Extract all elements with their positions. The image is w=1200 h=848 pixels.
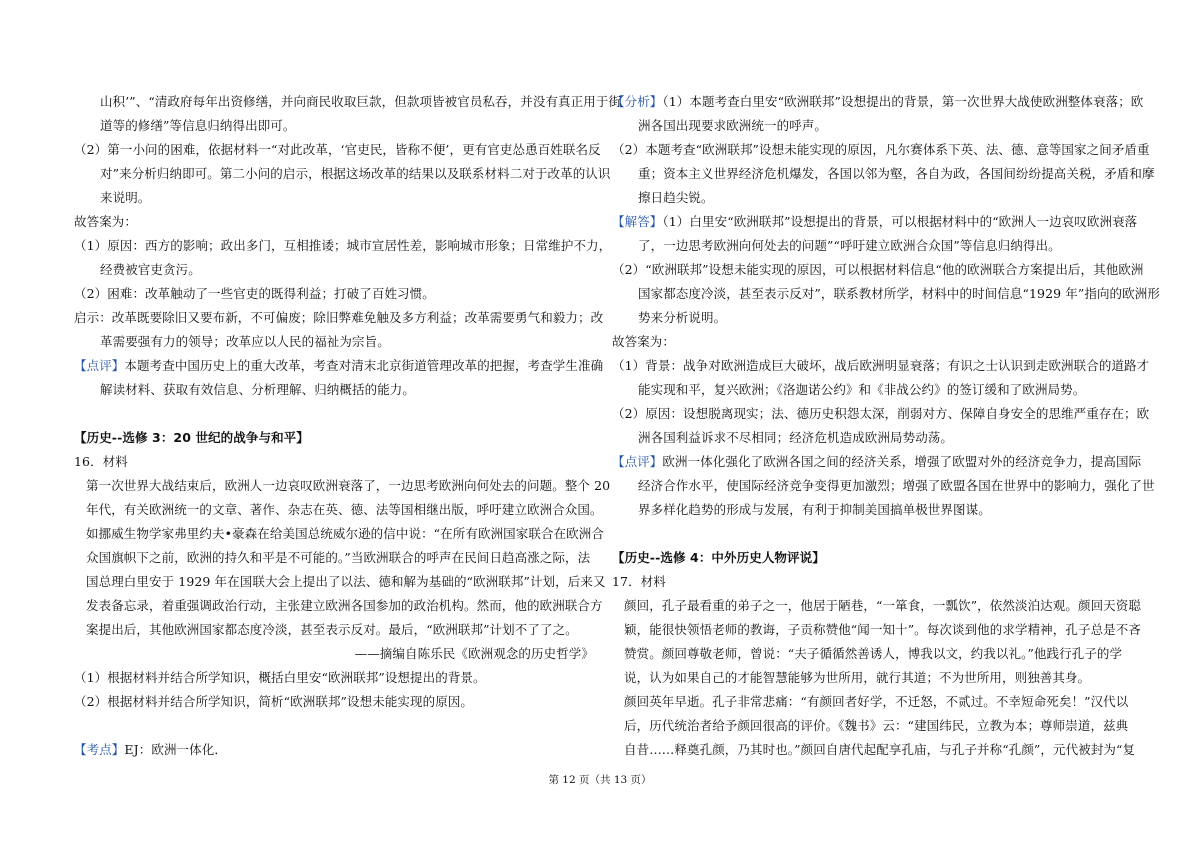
review-tag: 【点评】 [612,454,663,469]
review-tag: 【点评】 [74,358,125,373]
answer-tag: 【解答】 [612,214,663,229]
text-line: 洲各国利益诉求不尽相同；经济危机造成欧洲局势动荡。 [638,430,954,445]
text-line: 国总理白里安于 1929 年在国联大会上提出了以法、德和解为基础的“欧洲联邦”计划，后来又 [86,574,606,589]
text-line: 能实现和平，复兴欧洲；《洛迦诺公约》和《非战公约》的签订缓和了欧洲局势。 [638,382,1086,397]
review-line [74,354,603,378]
text-line: 解读材料、获取有效信息、分析理解、归纳概括的能力。 [100,382,416,397]
text-line: 经费被官吏贪污。 [100,262,201,277]
answer-text: （1）白里安“欧洲联邦”设想提出的背景，可以根据材料中的“欧洲人一边哀叹欧洲衰落 [662,214,1138,229]
review-text: 本题考查中国历史上的重大改革，考查对清末北京街道管理改革的把握，考查学生准确 [124,358,604,373]
text-line: （2）困难：改革触动了一些官吏的既得利益；打破了百姓习惯。 [74,286,435,301]
text-line: （1）原因：西方的影响；政出多门，互相推诿；城市宣居性差，影响城市形象；日常维护不力， [74,238,612,253]
text-line: 界多样化趋势的形成与发展，有利于抑制美国搞单极世界图谋。 [638,502,991,517]
text-line: 如挪威生物学家弗里约夫•豪森在给美国总统威尔逊的信中说：“在所有欧洲国家联合在欧洲合 [86,526,604,541]
text-line: 擦日趋尖锐。 [638,190,714,205]
text-line: 发表备忘录，着重强调政治行动，主张建立欧洲各国参加的政治机构。然而，他的欧洲联合方 [86,598,603,613]
knowledge-point-line [74,738,227,762]
review-line [612,450,1141,474]
text-line: 国家都态度冷淡，甚至表示反对”，联系教材所学，材料中的时间信息“1929 年”指向的欧洲形 [638,286,1160,301]
analysis-line [612,90,1143,114]
question-number: 17．材料 [612,574,666,589]
section-heading: 【历史--选修 4：中外历史人物评说】 [612,550,825,565]
text-line: （2）原因：设想脱离现实；法、德历史积怨太深，削弱对方、保障自身安全的思维严重存在；欧 [612,406,1150,421]
text-line: 了，一边思考欧洲向何处去的问题”“呼吁建立欧洲合众国”等信息归纳得出。 [638,238,1061,253]
text-line: 说，认为如果自己的才能智慧能够为世所用，就行其道；不为世所用，则独善其身。 [624,670,1091,685]
knowledge-point-text: EJ：欧洲一体化． [124,742,227,757]
text-line: 经济合作水平，使国际经济竞争变得更加激烈；增强了欧盟各国在世界中的影响力，强化了世 [638,478,1155,493]
sub-question: （2）根据材料并结合所学知识，简析“欧洲联邦”设想未能实现的原因。 [74,694,474,709]
section-heading: 【历史--选修 3：20 世纪的战争与和平】 [74,430,309,445]
text-line: 势来分析说明。 [638,310,727,325]
text-line: （1）背景：战争对欧洲造成巨大破坏，战后欧洲明显衰落；有识之士认识到走欧洲联合的道路才 [612,358,1150,373]
review-text: 欧洲一体化强化了欧洲各国之间的经济关系，增强了欧盟对外的经济竞争力，提高国际 [662,454,1142,469]
text-line: 颜回英年早逝。孔子非常悲痛：“有颜回者好学，不迁怒，不贰过。不幸短命死矣！”汉代以 [624,694,1129,709]
answer-line [612,210,1137,234]
text-line: 来说明。 [100,190,151,205]
text-line: 年代，有关欧洲统一的文章、著作、杂志在英、德、法等国相继出版，呼吁建立欧洲合众国。 [86,502,603,517]
text-line: 对”来分析归纳即可。第二小问的启示，根据这场改革的结果以及联系材料二对于改革的认识 [100,166,611,181]
text-line: 故答案为： [612,334,676,349]
text-line: 赞赏。颜回尊敬老师，曾说：“夫子循循然善诱人，博我以文，约我以礼。”他践行孔子的学 [624,646,1123,661]
text-line: 启示：改革既要除旧又要布新，不可偏废；除旧弊难免触及多方利益；改革需要勇气和毅力；改 [74,310,604,325]
knowledge-point-tag: 【考点】 [74,742,125,757]
text-line: 自昔……释奠孔颜，乃其时也。”颜回自唐代起配享孔庙，与孔子并称“孔颜”，元代被封为“复 [624,742,1136,757]
text-line: 颜回，孔子最看重的弟子之一，他居于陋巷，“一箪食，一瓢饮”，依然淡泊达观。颜回天资聪 [624,598,1141,613]
text-line: 众国旗帜下之前，欧洲的持久和平是不可能的。”当欧洲联合的呼声在民间日趋高涨之际，法 [86,550,591,565]
text-line: （2）第一小问的困难，依据材料一“对此改革，‘官吏民，皆称不便’，更有官吏怂恿百姓联名反 [74,142,601,157]
text-line: 故答案为： [74,214,138,229]
text-line: 重；资本主义世界经济危机爆发，各国以邻为壑，各自为政，各国间纷纷提高关税，矛盾和摩 [638,166,1155,181]
analysis-text: （1）本题考查白里安“欧洲联邦”设想提出的背景，第一次世界大战使欧洲整体衰落；欧 [662,94,1144,109]
text-line: 洲各国出现要求欧洲统一的呼声。 [638,118,828,133]
question-number: 16．材料 [74,454,128,469]
text-line: （2）本题考查“欧洲联邦”设想未能实现的原因，凡尔赛体系下英、法、德、意等国家之间矛盾重 [612,142,1150,157]
text-line: 颖，能很快领悟老师的教诲，子贡称赞他“闻一知十”。每次谈到他的求学精神，孔子总是不吝 [624,622,1141,637]
text-line: 山积’”、“清政府每年出资修缮，并向商民收取巨款，但款项皆被官员私吞，并没有真正用于街 [100,94,622,109]
source-citation: ——摘编自陈乐民《欧洲观念的历史哲学》 [354,646,594,661]
analysis-tag: 【分析】 [612,94,663,109]
text-line: 第一次世界大战结束后，欧洲人一边哀叹欧洲衰落了，一边思考欧洲向何处去的问题。整个 20 [86,478,611,493]
text-line: 革需要强有力的领导；改革应以人民的福祉为宗旨。 [100,334,390,349]
sub-question: （1）根据材料并结合所学知识，概括白里安“欧洲联邦”设想提出的背景。 [74,670,486,685]
text-line: 案提出后，其他欧洲国家都态度冷淡，甚至表示反对。最后，“欧洲联邦”计划不了了之。 [86,622,578,637]
text-line: （2）“欧洲联邦”设想未能实现的原因，可以根据材料信息“他的欧洲联合方案提出后，其他欧洲 [612,262,1144,277]
text-line: 后，历代统治者给予颜回很高的评价。《魏书》云：“建国纬民，立教为本；尊师崇道，兹典 [624,718,1129,733]
text-line: 道等的修缮”等信息归纳得出即可。 [100,118,296,133]
page-footer: 第 12 页（共 13 页） [548,774,652,786]
